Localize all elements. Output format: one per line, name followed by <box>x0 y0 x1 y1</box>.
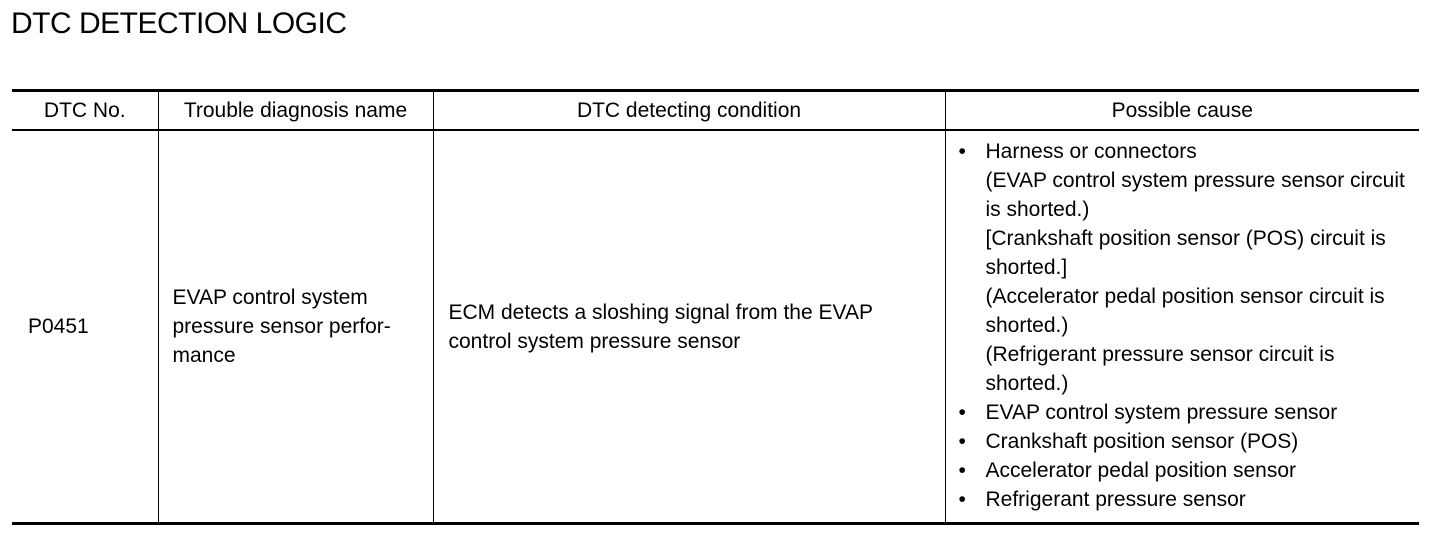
trouble-diagnosis-name-cell: EVAP control system pressure sensor perfor-mance <box>158 130 433 524</box>
table-header-row <box>12 91 1419 131</box>
page-title: DTC DETECTION LOGIC <box>11 7 347 40</box>
header-trouble-diagnosis-name: Trouble diagnosis name <box>158 91 433 131</box>
header-possible-cause: Possible cause <box>945 91 1419 131</box>
dtc-number-cell: P0451 <box>28 315 89 338</box>
bullet-icon: • <box>958 401 966 424</box>
cause-text: Accelerator pedal position sensor <box>985 459 1297 482</box>
list-item <box>959 427 1416 456</box>
bullet-icon: • <box>958 488 966 511</box>
header-dtc-detecting-condition: DTC detecting condition <box>433 91 945 131</box>
possible-cause-cell <box>945 130 1419 524</box>
bullet-icon: • <box>958 459 966 482</box>
cause-text: Refrigerant pressure sensor <box>985 488 1246 511</box>
bullet-icon: • <box>958 140 966 163</box>
bullet-icon: • <box>958 430 966 453</box>
cause-detail: (Refrigerant pressure sensor circuit is shorted.) <box>985 343 1335 395</box>
cause-text: Harness or connectors <box>985 140 1197 163</box>
cause-detail: [Crankshaft position sensor (POS) circuit is shorted.] <box>985 227 1386 279</box>
cause-list <box>959 137 1416 514</box>
table-row <box>12 130 1419 524</box>
list-item <box>959 137 1416 398</box>
cause-text: EVAP control system pressure sensor <box>985 401 1338 424</box>
header-dtc-no: DTC No. <box>43 99 126 122</box>
list-item <box>959 398 1416 427</box>
cause-detail: (Accelerator pedal position sensor circuit is shorted.) <box>985 285 1385 337</box>
cause-text: Crankshaft position sensor (POS) <box>985 430 1299 453</box>
cause-detail: (EVAP control system pressure sensor circuit is shorted.) <box>985 169 1405 221</box>
list-item <box>959 456 1416 485</box>
list-item <box>959 485 1416 514</box>
dtc-table <box>12 89 1419 525</box>
detecting-condition-cell: ECM detects a sloshing signal from the EVAP control system pressure sensor <box>433 130 945 524</box>
